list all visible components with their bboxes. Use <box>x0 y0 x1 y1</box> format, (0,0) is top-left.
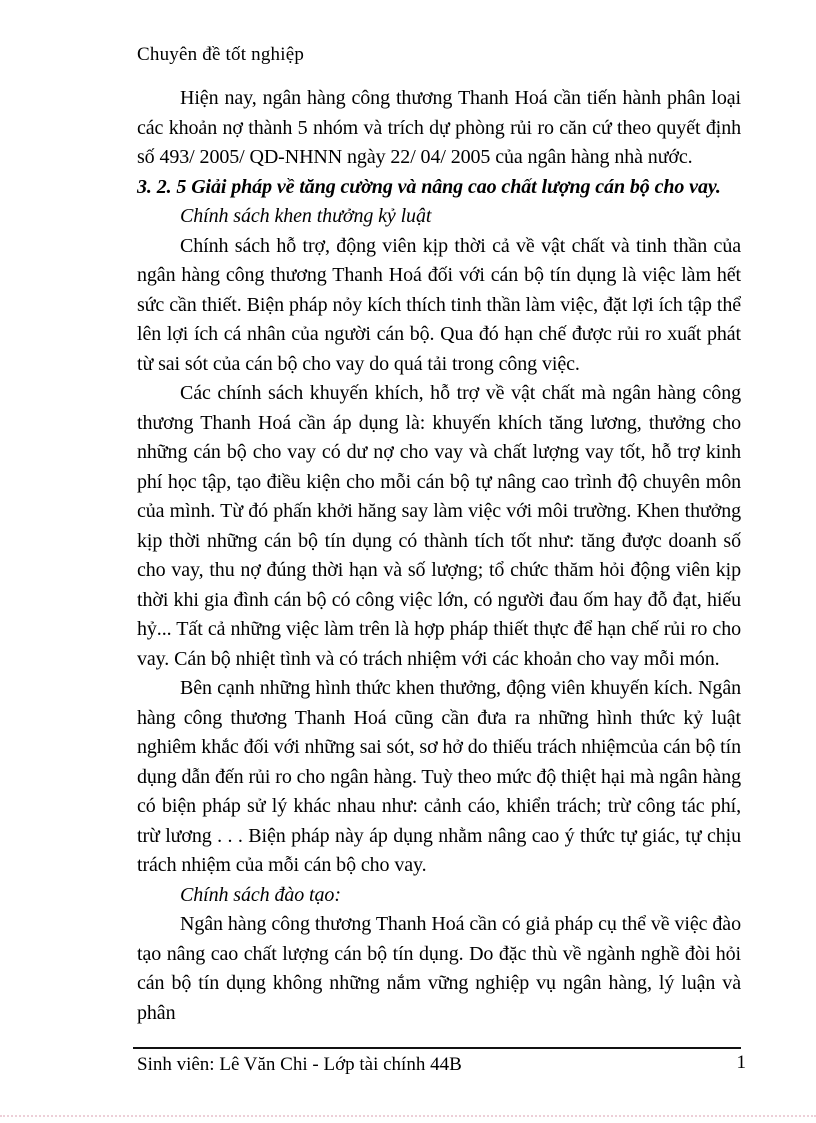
footer-divider <box>133 1047 741 1049</box>
paragraph-training-policy: Ngân hàng công thương Thanh Hoá cần có giả pháp cụ thể về việc đào tạo nâng cao chất lượng cán bộ tín dụng. Do đặc thù về ngành nghề đòi hỏi cán bộ tín dụng không những nắm vững nghiệp vụ ngân hàng, lý luận và phân <box>137 913 741 1024</box>
subsection-heading-training-policy: Chính sách đào tạo: <box>180 883 341 906</box>
page-number: 1 <box>736 1052 746 1073</box>
paragraph-incentive-policy: Các chính sách khuyến khích, hỗ trợ về vật chất mà ngân hàng công thương Thanh Hoá cần áp dụng là: khuyến khích tăng lương, thưởng cho những cán bộ cho vay có dư nợ cho vay và chất lượng vay tốt, hỗ trợ kinh phí học tập, tạo điều kiện cho mỗi cán bộ tự nâng cao trình độ chuyên môn của mình. Từ đó phấn khởi hăng say làm việc với môi trường. Khen thưởng kịp thời những cán bộ tín dụng có thành tích tốt như: tăng được doanh số cho vay, thu nợ đúng thời hạn và số lượng; tổ chức thăm hỏi động viên kịp thời khi gia đình cán bộ có công việc lớn, có người đau ốm hay đỗ đạt, hiếu hỷ... Tất cả những việc làm trên là hợp pháp thiết thực để hạn chế rủi ro cho vay. Cán bộ nhiệt tình và có trách nhiệm với các khoản cho vay mỗi món. <box>137 382 741 670</box>
section-heading-3-2-5: 3. 2. 5 Giải pháp về tăng cường và nâng cao chất lượng cán bộ cho vay. <box>137 175 721 198</box>
page-break-marker <box>0 1115 816 1117</box>
page-header: Chuyên đề tốt nghiệp <box>137 44 305 65</box>
document-body <box>137 84 741 1028</box>
footer-author-line: Sinh viên: Lê Văn Chi - Lớp tài chính 44B <box>137 1054 462 1075</box>
paragraph-support-policy: Chính sách hỗ trợ, động viên kịp thời cả về vật chất và tinh thần của ngân hàng công thương Thanh Hoá đối với cán bộ tín dụng là việc làm hết sức cần thiết. Biện pháp nỏy kích thích tinh thần làm việc, đặt lợi ích tập thể lên lợi ích cá nhân của người cán bộ. Qua đó hạn chế được rủi ro xuất phát từ sai sót của cán bộ cho vay do quá tải trong công việc. <box>137 234 741 375</box>
paragraph-debt-classification: Hiện nay, ngân hàng công thương Thanh Hoá cần tiến hành phân loại các khoản nợ thành 5 nhóm và trích dự phòng rủi ro căn cứ theo quyết định số 493/ 2005/ QD-NHNN ngày 22/ 04/ 2005 của ngân hàng nhà nước. <box>137 87 741 168</box>
paragraph-discipline-policy: Bên cạnh những hình thức khen thưởng, động viên khuyến kích. Ngân hàng công thương Thanh Hoá cũng cần đưa ra những hình thức kỷ luật nghiêm khắc đối với những sai sót, sơ hở do thiếu trách nhiệmcủa cán bộ tín dụng dẫn đến rủi ro cho ngân hàng. Tuỳ theo mức độ thiệt hại mà ngân hàng có biện pháp sử lý khác nhau như: cảnh cáo, khiển trách; trừ công tác phí, trừ lương . . . Biện pháp này áp dụng nhằm nâng cao ý thức tự giác, tự chịu trách nhiệm của mỗi cán bộ cho vay. <box>137 677 741 876</box>
subsection-heading-reward-policy: Chính sách khen thưởng kỷ luật <box>180 205 432 227</box>
